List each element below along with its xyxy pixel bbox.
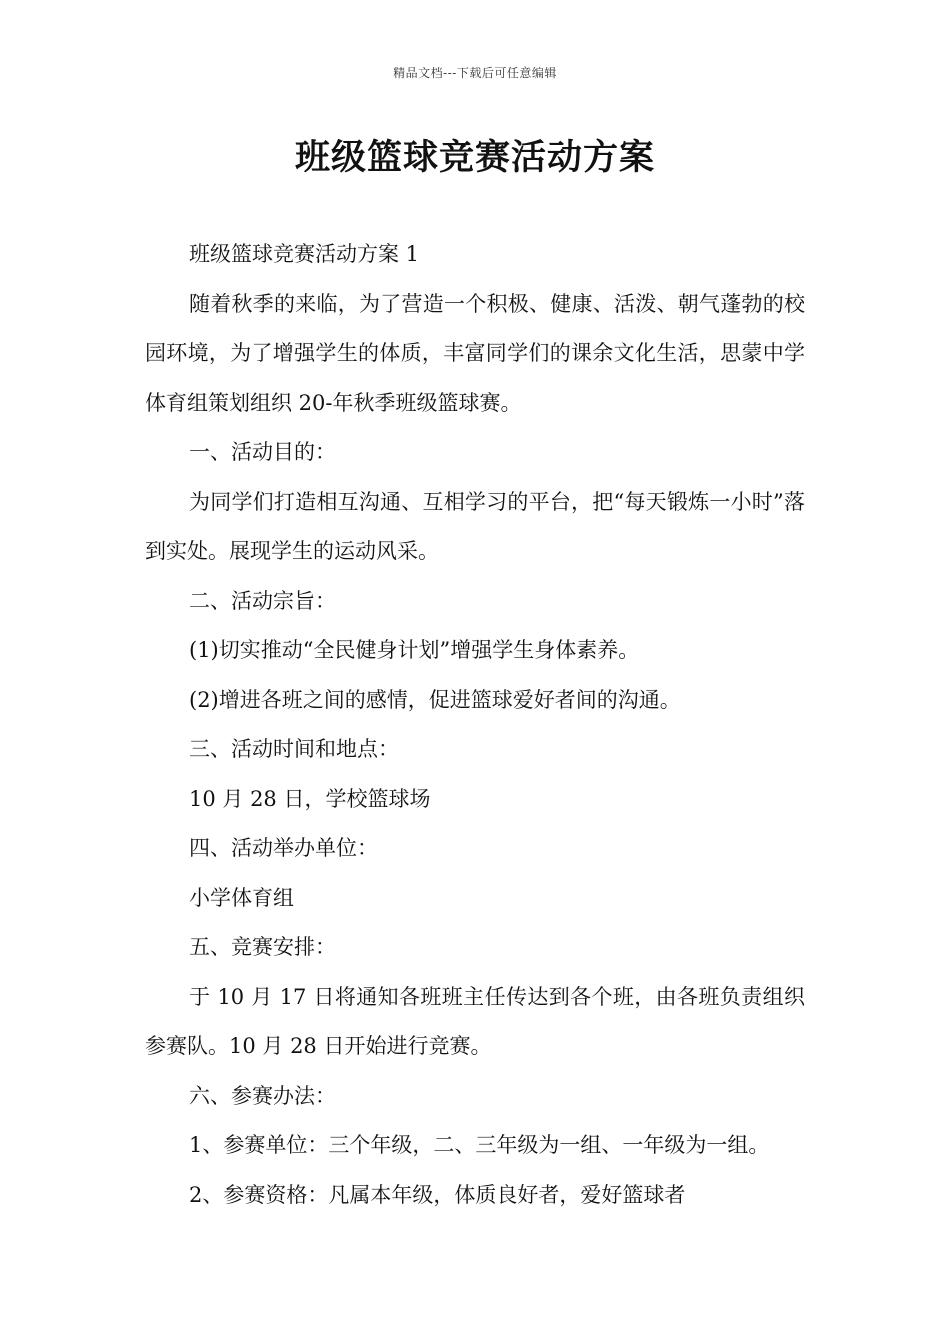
- paragraph-purpose: 为同学们打造相互沟通、互相学习的平台，把“每天锻炼一小时”落到实处。展现学生的运动风采。: [145, 489, 805, 563]
- paragraph-schedule: 于 10 月 17 日将通知各班班主任传达到各个班，由各班负责组织参赛队。10 月 28 日开始进行竞赛。: [145, 984, 805, 1058]
- section-heading-schedule: 五、竞赛安排：: [189, 935, 336, 959]
- paragraph-organizer: 小学体育组: [189, 885, 294, 910]
- paragraph-time-place: 10 月 28 日，学校篮球场: [189, 786, 431, 811]
- paragraph-intro: 随着秋季的来临，为了营造一个积极、健康、活泼、朝气蓬勃的校园环境，为了增强学生的体质，丰富同学们的课余文化生活，思蒙中学体育组策划组织 20-年秋季班级篮球赛。: [145, 291, 805, 415]
- section-heading-time-place: 三、活动时间和地点：: [189, 737, 399, 761]
- paragraph-aim-2: (2)增进各班之间的感情，促进篮球爱好者间的沟通。: [189, 687, 681, 712]
- paragraph-method-2: 2、参赛资格：凡属本年级，体质良好者，爱好篮球者: [189, 1182, 686, 1207]
- paragraph-method-1: 1、参赛单位：三个年级，二、三年级为一组、一年级为一组。: [189, 1133, 770, 1157]
- section-heading-purpose: 一、活动目的：: [189, 440, 336, 464]
- paragraph-subtitle: 班级篮球竞赛活动方案 1: [189, 242, 420, 266]
- section-heading-aim: 二、活动宗旨：: [189, 588, 336, 613]
- paragraph-aim-1: (1)切实推动“全民健身计划”增强学生身体素养。: [189, 638, 640, 662]
- page-header-note: 精品文档---下载后可任意编辑: [393, 66, 557, 80]
- document-body: [145, 230, 805, 1220]
- section-heading-method: 六、参赛办法：: [189, 1083, 336, 1108]
- document-title: 班级篮球竞赛活动方案: [294, 137, 655, 178]
- section-heading-organizer: 四、活动举办单位：: [189, 836, 378, 860]
